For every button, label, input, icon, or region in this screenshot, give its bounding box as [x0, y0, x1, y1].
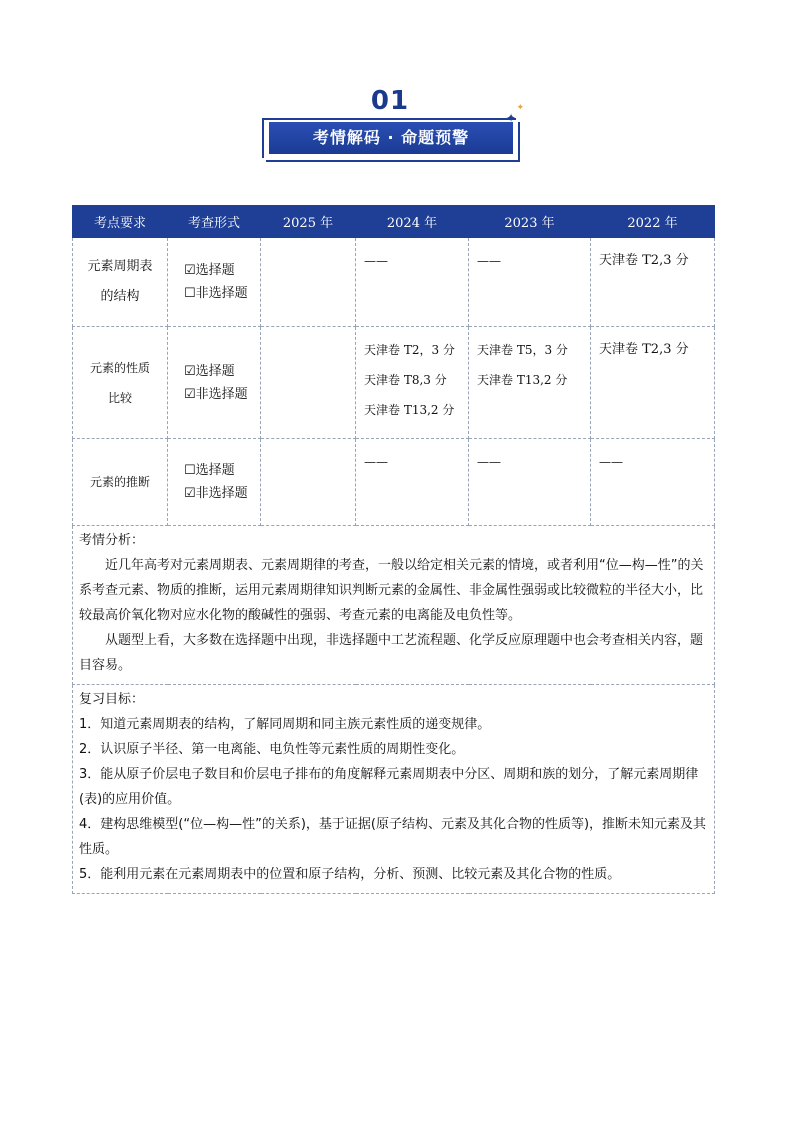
year-2023-cell: —— — [469, 238, 591, 327]
year-2024-cell: —— — [356, 439, 469, 526]
year-2022-cell: —— — [591, 439, 715, 526]
section-number: 01 — [370, 86, 410, 116]
goal-item: 2．认识原子半径、第一电离能、电负性等元素性质的周期性变化。 — [79, 742, 465, 757]
year-2024-cell: —— — [356, 238, 469, 327]
form-cell: ☑选择题 ☐非选择题 — [168, 238, 261, 327]
analysis-paragraph: 从题型上看，大多数在选择题中出现，非选择题中工艺流程题、化学反应原理题中也会考查相关内容，题目容易。 — [79, 633, 704, 673]
goal-item: 5．能利用元素在元素周期表中的位置和原子结构，分析、预测、比较元素及其化合物的性质。 — [79, 867, 621, 882]
section-banner — [262, 103, 524, 162]
topic-cell: 元素周期表 的结构 — [73, 238, 168, 327]
header-form: 考查形式 — [168, 206, 261, 238]
exam-analysis-table — [72, 205, 715, 894]
analysis-label: 考情分析： — [79, 533, 145, 548]
year-2022-cell: 天津卷 T2,3 分 — [591, 327, 715, 439]
form-cell: ☑选择题 ☑非选择题 — [168, 327, 261, 439]
header-2025: 2025 年 — [261, 206, 356, 238]
sparkle-small-icon: ✦ — [516, 103, 524, 113]
year-2025-cell — [261, 238, 356, 327]
header-2022: 2022 年 — [591, 206, 715, 238]
table-header-row — [73, 206, 715, 238]
table-row — [73, 439, 715, 526]
form-cell: ☐选择题 ☑非选择题 — [168, 439, 261, 526]
goals-row — [73, 685, 715, 894]
goal-item: 3．能从原子价层电子数目和价层电子排布的角度解释元素周期表中分区、周期和族的划分，了解元素周期律(表)的应用价值。 — [79, 767, 699, 807]
analysis-paragraph: 近几年高考对元素周期表、元素周期律的考查，一般以给定相关元素的情境，或者利用“位—构—性”的关系考查元素、物质的推断，运用元素周期律知识判断元素的金属性、非金属性强弱或比较微粒的半径大小，比较最高价氧化物对应水化物的酸碱性的强弱、考查元素的电离能及电负性等。 — [79, 558, 704, 623]
goal-item: 1．知道元素周期表的结构，了解同周期和同主族元素性质的递变规律。 — [79, 717, 491, 732]
header-2023: 2023 年 — [469, 206, 591, 238]
year-2023-cell: —— — [469, 439, 591, 526]
topic-cell: 元素的推断 — [73, 439, 168, 526]
goals-label: 复习目标： — [79, 692, 145, 707]
topic-cell: 元素的性质 比较 — [73, 327, 168, 439]
analysis-section — [73, 526, 715, 685]
sparkle-icon: ✦ — [505, 111, 516, 125]
section-title: 考情解码 · 命题预警 — [269, 122, 513, 154]
table-row — [73, 327, 715, 439]
year-2025-cell — [261, 439, 356, 526]
year-2023-cell: 天津卷 T5，3 分 天津卷 T13,2 分 — [469, 327, 591, 439]
year-2025-cell — [261, 327, 356, 439]
goals-section — [73, 685, 715, 894]
analysis-row — [73, 526, 715, 685]
header-topic: 考点要求 — [73, 206, 168, 238]
goal-item: 4．建构思维模型(“位—构—性”的关系)，基于证据(原子结构、元素及其化合物的性质等)，推断未知元素及其性质。 — [79, 817, 707, 857]
year-2022-cell: 天津卷 T2,3 分 — [591, 238, 715, 327]
table-row — [73, 238, 715, 327]
year-2024-cell: 天津卷 T2，3 分 天津卷 T8,3 分 天津卷 T13,2 分 — [356, 327, 469, 439]
header-2024: 2024 年 — [356, 206, 469, 238]
